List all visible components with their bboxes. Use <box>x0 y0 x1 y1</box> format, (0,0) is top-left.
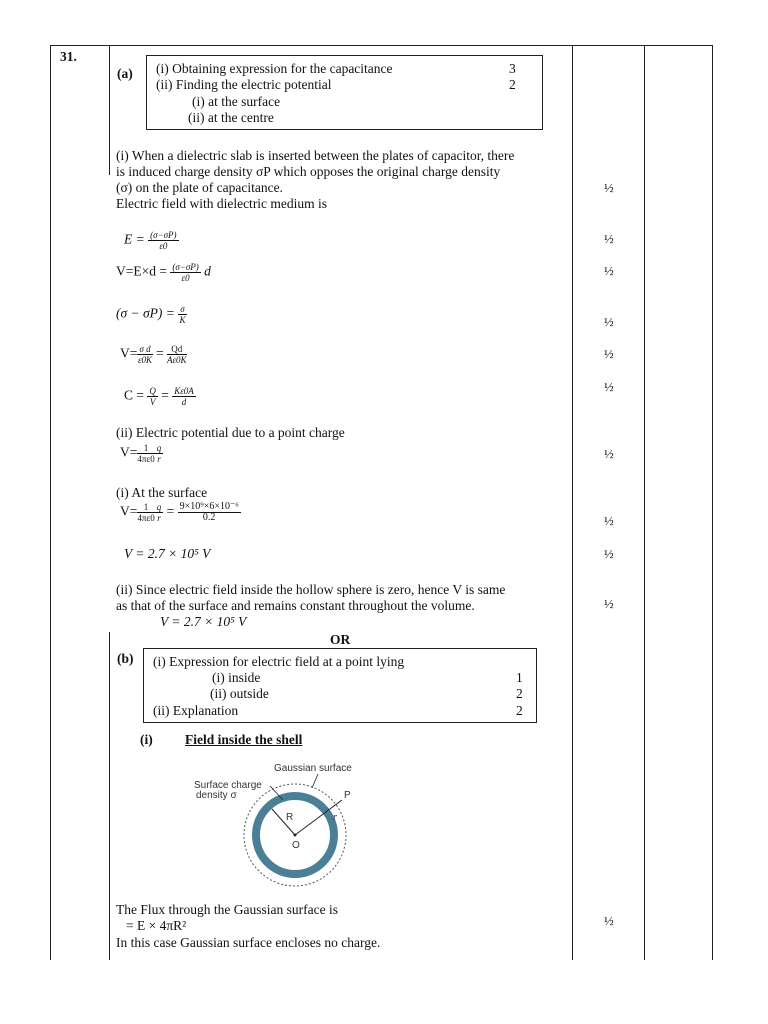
col-divider-2 <box>572 45 573 960</box>
para1-line4: Electric field with dielectric medium is <box>116 196 328 211</box>
sub-label: (i) <box>140 732 153 747</box>
eq-v2-fraction-2 <box>167 344 187 365</box>
fig-O-label: O <box>292 840 300 851</box>
eq-v-tail: d <box>204 263 211 279</box>
eq-e <box>124 230 179 251</box>
eq-pt-fraction-1 <box>137 443 154 464</box>
eq-s-num2: q <box>156 502 162 512</box>
col-divider-1 <box>109 45 110 175</box>
flux-line2: = E × 4πR² <box>126 918 187 933</box>
table-left-border <box>50 45 51 960</box>
para1-line3: (σ) on the plate of capacitance. <box>116 180 283 195</box>
eq-s-fraction-3 <box>178 502 241 523</box>
eq-pt-fraction-2 <box>155 443 164 464</box>
scheme-b-item-1: (i) Expression for electric field at a point lying <box>153 654 405 669</box>
mark-9: ½ <box>604 546 614 561</box>
mark-8: ½ <box>604 513 614 528</box>
scheme-b-mark-3: 2 <box>516 686 523 701</box>
eq-v-fraction <box>170 262 200 283</box>
scheme-a-item-3: (i) at the surface <box>192 94 281 109</box>
scheme-a-item-1: (i) Obtaining expression for the capacitance <box>156 61 393 76</box>
eq-v-lhs: V=E×d = <box>116 263 167 279</box>
eq-sigma-num: σ <box>180 304 185 314</box>
mark-10: ½ <box>604 596 614 611</box>
eq-v2-equals: = <box>155 345 164 361</box>
eq-e-lhs: E = <box>124 231 145 247</box>
scheme-b-item-2: (i) inside <box>212 670 261 685</box>
eq-s-num3: 9×10⁹×6×10⁻⁶ <box>179 501 239 512</box>
mark-4: ½ <box>604 314 614 329</box>
centre-line2: as that of the surface and remains constant throughout the volume. <box>116 598 475 613</box>
eq-v-num: (σ−σP) <box>172 262 199 272</box>
mark-3: ½ <box>604 263 614 278</box>
mark-6: ½ <box>604 379 614 394</box>
flux-line1: The Flux through the Gaussian surface is <box>116 902 338 917</box>
mark-1: ½ <box>604 180 614 195</box>
eq-c-den1: V <box>149 397 156 407</box>
scheme-a-item-2: (ii) Finding the electric potential <box>156 77 332 92</box>
eq-e-den: ε0 <box>159 241 168 251</box>
surface-heading: (i) At the surface <box>116 485 208 500</box>
flux-line3: In this case Gaussian surface encloses no charge. <box>116 935 381 950</box>
result-centre: V = 2.7 × 10⁵ V <box>160 614 247 629</box>
eq-c-lhs: C = <box>124 387 144 403</box>
col-divider-1b <box>109 632 110 960</box>
centre-point <box>294 834 297 837</box>
mark-5: ½ <box>604 346 614 361</box>
fig-R-label: R <box>286 812 294 823</box>
eq-e-fraction <box>148 230 178 251</box>
part-a-label: (a) <box>117 66 133 81</box>
scheme-a-item-4: (ii) at the centre <box>188 110 274 125</box>
eq-s-num1: 1 <box>137 502 154 513</box>
eq-s-fraction-2 <box>155 502 164 523</box>
para1-line1: (i) When a dielectric slab is inserted between the plates of capacitor, there <box>116 148 515 163</box>
eq-v2-fraction-1 <box>137 344 152 365</box>
eq-c-num2: Kε0A <box>174 386 194 396</box>
eq-pt-num1: 1 <box>137 443 154 454</box>
table-top-border <box>50 45 712 46</box>
part-b-label: (b) <box>117 651 134 666</box>
scheme-b-mark-4: 2 <box>516 703 523 718</box>
eq-v-den: ε0 <box>181 273 190 283</box>
eq-s-equals: = <box>166 503 175 519</box>
eq-c-den2: d <box>181 397 187 407</box>
potential-heading: (ii) Electric potential due to a point charge <box>116 425 345 440</box>
eq-v2-den2: Aε0K <box>166 355 187 365</box>
mark-7: ½ <box>604 446 614 461</box>
eq-s-lhs: V= <box>120 503 138 519</box>
eq-c-num1: Q <box>149 386 156 396</box>
eq-v <box>116 262 211 283</box>
eq-c-fraction-1 <box>147 386 158 407</box>
eq-pt-den1: 4πε0 <box>137 454 155 464</box>
fig-P-label: P <box>344 790 351 801</box>
eq-pt-num2: q <box>156 443 162 453</box>
eq-v2-den1: ε0K <box>137 355 152 365</box>
eq-surface <box>120 502 241 523</box>
eq-sigma <box>116 304 187 325</box>
eq-v2-num2: Qd <box>167 344 187 355</box>
eq-v2 <box>120 344 187 365</box>
sub-heading: Field inside the shell <box>185 732 303 747</box>
mark-11: ½ <box>604 913 614 928</box>
fig-gaussian-label: Gaussian surface <box>274 763 352 774</box>
eq-c-equals: = <box>161 387 169 403</box>
eq-sigma-lhs: (σ − σP) = <box>116 305 175 321</box>
eq-pt-den2: r <box>157 454 161 464</box>
eq-v2-num1: σ d <box>139 344 151 354</box>
eq-s-fraction-1 <box>137 502 154 523</box>
gaussian-arrow <box>312 774 318 788</box>
eq-sigma-fraction <box>178 304 186 325</box>
scheme-a-mark-2: 2 <box>509 77 516 92</box>
scheme-b-item-4: (ii) Explanation <box>153 703 239 718</box>
fig-surface-charge-label-2: density σ <box>196 790 237 801</box>
eq-pt-lhs: V= <box>120 444 138 460</box>
eq-point-charge <box>120 443 163 464</box>
eq-s-den2: r <box>157 513 161 523</box>
fig-surface-charge-label-1: Surface charge <box>194 780 262 791</box>
fig-r-label: r <box>333 812 337 823</box>
col-divider-3 <box>644 45 645 960</box>
table-right-border <box>712 45 713 960</box>
gaussian-shell-figure <box>186 758 376 908</box>
result-surface: V = 2.7 × 10⁵ V <box>124 546 211 561</box>
scheme-a-mark-1: 3 <box>509 61 516 76</box>
eq-sigma-den: K <box>179 315 186 325</box>
scheme-b-item-3: (ii) outside <box>210 686 269 701</box>
eq-v2-lhs: V= <box>120 345 138 361</box>
eq-e-num: (σ−σP) <box>150 230 177 240</box>
eq-c <box>124 386 196 407</box>
eq-c-fraction-2 <box>172 386 196 407</box>
eq-s-den3: 0.2 <box>202 512 216 523</box>
para1-line2: is induced charge density σP which opposes the original charge density <box>116 164 501 179</box>
centre-line1: (ii) Since electric field inside the hollow sphere is zero, hence V is same <box>116 582 506 597</box>
mark-2: ½ <box>604 231 614 246</box>
question-number: 31. <box>60 49 77 64</box>
scheme-b-mark-2: 1 <box>516 670 523 685</box>
eq-s-den1: 4πε0 <box>137 513 155 523</box>
or-label: OR <box>330 632 351 647</box>
